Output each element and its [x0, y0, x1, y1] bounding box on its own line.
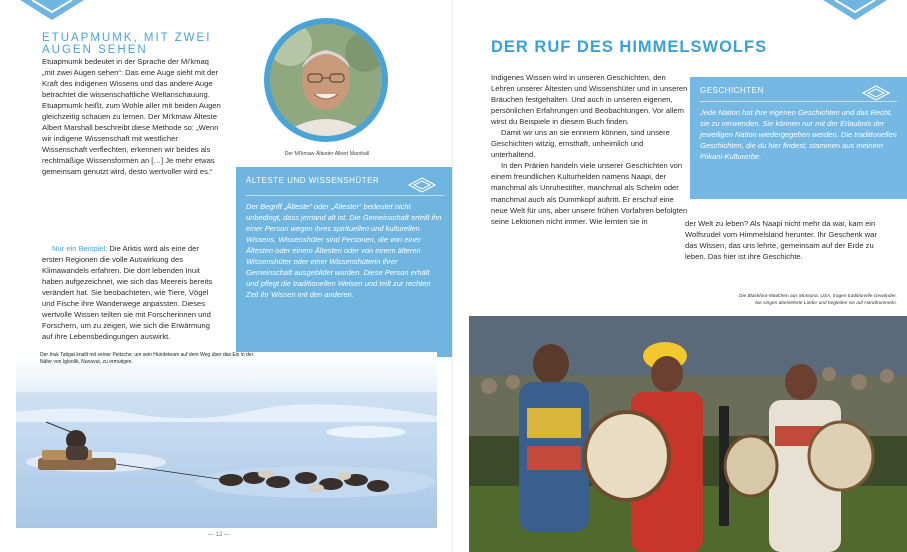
- section-title: DER RUF DES HIMMELSWOLFS: [491, 38, 768, 56]
- infobox: [690, 77, 907, 199]
- corner-chevron-icon: [823, 0, 887, 20]
- photo-caption: Der Inuk Tatigat knallt mit seiner Peitsche, um sein Hundeteam auf dem Weg über das Eis in der Nähe von Igloolik, Nunavut, zu ermutigen.: [40, 352, 254, 365]
- divider: [246, 195, 444, 196]
- drummers-photo: [469, 316, 907, 552]
- body-text: [42, 243, 222, 342]
- body-text: [42, 56, 222, 178]
- left-page: [0, 0, 453, 552]
- body-paragraph: Etuapmumk bedeutet in der Sprache der Mi'kmaq „mit zwei Augen sehen“: Das eine Auge sieht mit der Kraft des indigenen Wissens und das andere Auge betrachtet die wissenschaftliche Weltanschauung. Etuapmumk heißt, zum Wohle aller mit beiden Augen gleichzeitig schauen zu lernen. Der Mi'kmaw Älteste Albert Marshall beschreibt diese Methode so: „Wenn wir indigene Wissenschaft mit westlicher Wissenschaft verflechten, erkennen wir beides als rechtmäßige Wissensformen an […] Je mehr etwas gemeinsam genutzt wird, desto wertvoller wird es.“: [42, 57, 221, 177]
- body-paragraph: Indigenes Wissen wird in unseren Geschichten, den Lehren unserer Ältesten und Wissenshüter und in unseren Bräuchen festgehalten. Und auch in unseren eigenen, persönlichen Erfahrungen und Beobachtungen. Vor allem wirst du Beispiele in diesem Buch finden.: [491, 73, 688, 127]
- diamond-ornament-icon: [862, 85, 890, 106]
- infobox-title: GESCHICHTEN: [700, 86, 764, 95]
- example-label: Nur ein Beispiel:: [52, 244, 108, 253]
- portrait-frame: [264, 18, 388, 142]
- body-paragraph: In den Prärien handeln viele unserer Geschichten von einem freundlichen Kulturhelden namens Naapi, der manchmal als Unruhestifter, manchmal als Schelm oder manchmal auch als Dummkopf auftritt. Er erschuf eine neue Welt für uns, aber unsere frühen Vorfahren befolgten seine Lektionen nicht immer. Wie lernten sie in: [491, 161, 688, 226]
- body-paragraph: Nur ein Beispiel: Die Arktis wird als eine der ersten Regionen die volle Auswirkung des Klimawandels erfahren. Die dort lebenden Inuit haben aufgezeichnet, wie sich das Meereis bereits verändert hat. Sie beobachteten, wie Tiere, Vögel und Fische ihre Wanderwege anpassten. Dieses wertvolle Wissen teilten sie mit Forscherinnen und Forschern, um zu zeigen, wie sich die Erwärmung auf ihre Lebensbedingungen auswirkt.: [42, 244, 213, 342]
- arctic-sled-photo: [16, 352, 437, 528]
- body-paragraph: Damit wir uns an sie erinnern können, sind unsere Geschichten witzig, ernsthaft, unheimlich und unterhaltend.: [491, 128, 670, 160]
- body-paragraph: der Welt zu leben? Als Naapi nicht mehr da war, kam ein Wolfsrudel vom Himmelsland herunter. Ihr Geschenk war das Wissen, das uns lehrte, gemeinsam auf der Erde zu leben. Das hier ist ihre Geschichte.: [685, 219, 877, 262]
- corner-chevron-icon: [20, 0, 84, 20]
- right-page: [453, 0, 907, 552]
- infobox-text: Jede Nation hat ihre eigenen Geschichten und das Recht, sie zu verwenden. Sie können nur mit der Erlaubnis der jeweiligen Nation wiedergegeben werden. Die traditionellen Geschichten, die du hier findest, stammen aus meinem Piikani-Kulturerbe.: [700, 108, 897, 162]
- infobox-text: Der Begriff „Älteste“ oder „Ältester“ bedeutet nicht unbedingt, dass jemand alt ist. Die Gemeinschaft erteilt ihn einer Person wegen ihres spirituellen und kulturellen Wissens. Wissenshüter sind Personen, die von einer Ältesten oder einem Ältesten oder von einem älteren Wissenshüter oder einer Wissenshüterin ihrer Gemeinschaft ausgebildet wurden. Diese Person erhält und pflegt die traditionellen Weisen und teilt zur rechten Zeit ihr Wissen mit den anderen.: [246, 202, 442, 300]
- portrait-photo: [270, 24, 382, 136]
- photo-caption: Die Blackfoot-Mädchen aus Montana, USA, tragen traditionelle Gewänder. Sie singen überlieferte Lieder und begleiten sie auf Handtrommeln.: [739, 294, 897, 306]
- section-title: ETUAPMUMK, MIT ZWEI AUGEN SEHEN: [42, 32, 212, 56]
- page-number: — 12 —: [208, 532, 231, 538]
- divider: [700, 101, 897, 102]
- body-text: [491, 72, 688, 227]
- infobox-title: ÄLTESTE UND WISSENSHÜTER: [246, 176, 380, 185]
- infobox: [236, 167, 453, 357]
- portrait-caption: Der Mi'kmaw Ältester Albert Marshall: [284, 151, 370, 157]
- body-text: [685, 218, 885, 262]
